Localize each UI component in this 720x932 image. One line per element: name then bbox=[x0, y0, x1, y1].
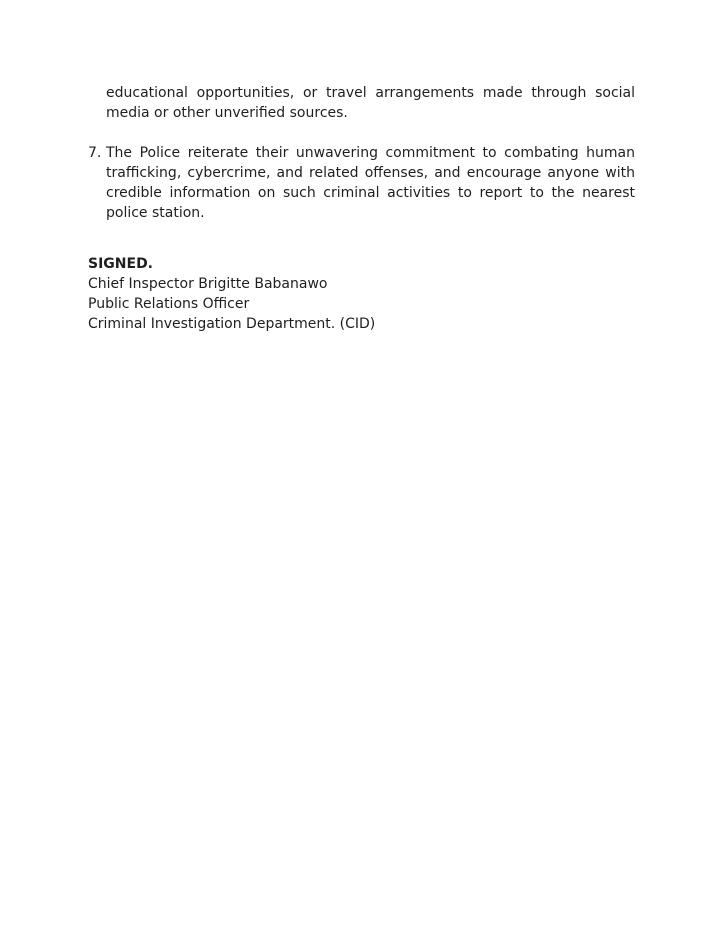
list-item-text: The Police reiterate their unwavering commitment to combating human trafficking, cybercrime, and related offenses, and encourage anyone with credible information on such criminal activities to report to the nearest police station. bbox=[106, 145, 635, 221]
signature-title: Public Relations Officer bbox=[88, 296, 250, 312]
list-item-number: 7. bbox=[88, 145, 102, 161]
document-content bbox=[88, 83, 635, 334]
signed-label: SIGNED. bbox=[88, 256, 154, 272]
paragraph-continuation: educational opportunities, or travel arrangements made through social media or other unverified sources. bbox=[106, 85, 635, 121]
list-item-7 bbox=[88, 143, 635, 223]
signature-name: Chief Inspector Brigitte Babanawo bbox=[88, 276, 328, 292]
signature-block bbox=[88, 254, 635, 334]
signature-department: Criminal Investigation Department. (CID) bbox=[88, 316, 376, 332]
